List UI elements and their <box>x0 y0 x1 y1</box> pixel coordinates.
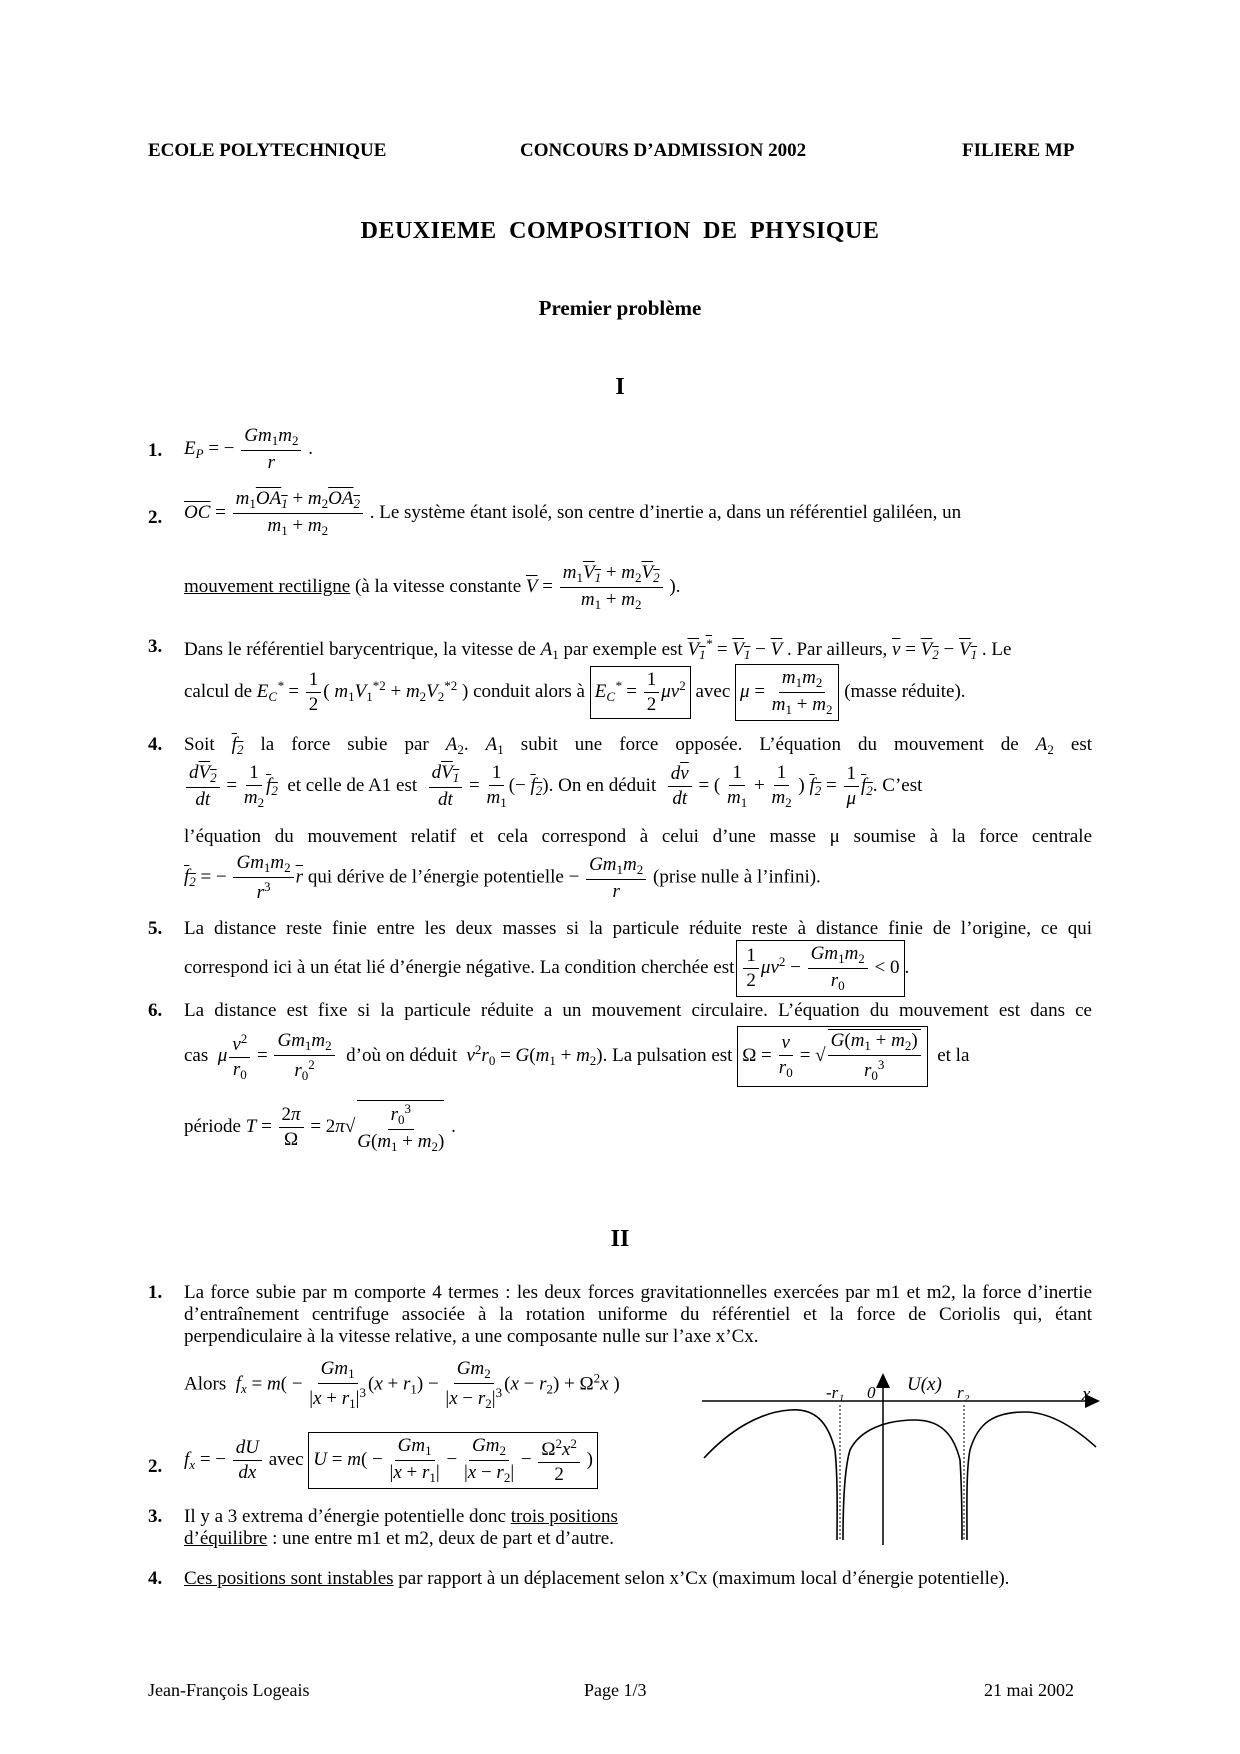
equation-pulsation: cas μ $\frac{v^2}{r_0}$ = $\frac{Gm_1m_2}{r_0^2}$ d’où on déduit $v^2r_0 = G(m_1 + m_2)$. La pulsation est Ω = $\frac{v}{r_0}$ = √ $\frac{G(m_1 + m_2)}{r_0^3}$ et la <box>184 1026 969 1087</box>
equation-bound-condition: correspond ici à un état lié d’énergie négative. La condition cherchée est $\frac{1}{2}$ $\mu v^2$ − $\frac{Gm_1m_2}{r_0}$ < 0 . <box>184 940 909 997</box>
text-forces-description: La force subie par m comporte 4 termes : les deux forces gravitationnelles exercées par m1 et m2, la force d’inertie d’entraînement centrifuge associée à la rotation uniforme du référentiel et la force de Coriolis qui, étant perpendiculaire à la vitesse relative, a une composante nulle sur l’axe x’Cx. <box>184 1282 1092 1347</box>
equation-constant-velocity: mouvement rectiligne (à la vitesse constante $\overline{V}$ = $\frac{m_1V_1 + m_2V_2}{m_1 + m_2}$ ). <box>184 562 681 612</box>
equation-center-of-mass: $\overline{OC}$ = $\frac{m_1OA_1 + m_2OA_2}{m_1 + m_2}$ . Le système étant isolé, son centre d’inertie a, dans un référentiel galiléen, un <box>184 488 962 538</box>
text-barycentric-velocity: Dans le référentiel barycentrique, la vitesse de $A_1$ par exemple est $V_1^* = V_1 - \overline{V}$ . Par ailleurs, $\overline{v} = V_2 - V_1$ . Le <box>184 636 1012 662</box>
y-axis-label: U(x) <box>907 1374 942 1395</box>
section-heading-I: I <box>615 374 625 400</box>
equation-potential-energy: $E_P$ = − $\frac{Gm_1m_2}{r}$ . <box>184 425 313 473</box>
header-contest: CONCOURS D’ADMISSION 2002 <box>520 140 807 161</box>
boxed-result-kinetic-energy: $E_C^*$ = $\frac{1}{2}$ $\mu v^2$ <box>590 666 691 719</box>
boxed-result-pulsation: Ω = $\frac{v}{r_0}$ = √ $\frac{G(m_1 + m_2)}{r_0^3}$ <box>737 1026 928 1087</box>
boxed-result-bound-condition: $\frac{1}{2}$ $\mu v^2$ − $\frac{Gm_1m_2}{r_0}$ < 0 <box>736 940 904 997</box>
tick-label-minus-r1: -r₁ <box>826 1383 845 1402</box>
equation-force-x: Alors $f_x = m$( − $\frac{Gm_1}{|x + r_1|^3}$ $(x + r_1)$ − $\frac{Gm_2}{|x - r_2|^3}$ $(x - r_2) + \Omega^2x$ ) <box>184 1358 620 1411</box>
problem-title: Premier problème <box>538 296 702 320</box>
item-number: 4. <box>148 1568 163 1589</box>
text-force-definition: Soit $f_2$ la force subie par $A_2$. $A_1$ subit une force opposée. L’équation du mouvement de $A_2$ est <box>184 734 1093 757</box>
x-axis-label: x <box>1082 1384 1091 1405</box>
footer-author: Jean-François Logeais <box>148 1680 310 1700</box>
potential-energy-figure <box>690 1350 1110 1550</box>
y-axis-arrow-icon <box>876 1373 890 1388</box>
section-heading-II: II <box>610 1226 630 1252</box>
tick-label-r2: r₂ <box>957 1383 970 1402</box>
equation-relative-motion: $\frac{dV_2}{dt}$ = $\frac{1}{m_2}$ $f_2$ et celle de A1 est $\frac{dV_1}{dt}$ = $\frac{1}{m_1}$ (− $f_2$). On en déduit $\frac{d\overline{v}}{dt}$ = ( $\frac{1}{m_1}$ + $\frac{1}{m_2}$ ) $f_2$ = $\frac{1}{\mu}$ $f_2$. C’est <box>184 762 1092 811</box>
footer-page-number: Page 1/3 <box>584 1680 647 1700</box>
text-circular-motion: La distance est fixe si la particule réduite a un mouvement circulaire. L’équation du mouvement est dans ce <box>184 1000 1092 1021</box>
item-number: 3. <box>148 1506 163 1527</box>
equation-central-force: $f_2$ = − $\frac{Gm_1m_2}{r^3}$ $\overline{r}$ qui dérive de l’énergie potentielle − $\frac{Gm_1m_2}{r}$ (prise nulle à l’infini). <box>184 852 821 903</box>
tick-label-zero: 0 <box>867 1383 876 1402</box>
item-number: 3. <box>148 636 163 657</box>
header-track: FILIERE MP <box>962 140 1075 161</box>
equation-potential-U: $f_x$ = − $\frac{dU}{dx}$ avec U = m( − $\frac{Gm_1}{|x + r_1|}$ − $\frac{Gm_2}{|x - r_2|}$ − $\frac{\Omega^2x^2}{2}$ ) <box>184 1432 598 1489</box>
equation-period: période T = $\frac{2\pi}{\Omega}$ = 2π√ $\frac{r_0^3}{G(m_1 + m_2)}$ . <box>184 1101 456 1154</box>
text-equilibrium-positions: Il y a 3 extrema d’énergie potentielle donc trois positions d’équilibre : une entre m1 et m2, deux de part et d’autre. <box>184 1506 618 1549</box>
item-number: 6. <box>148 1000 163 1021</box>
item-number: 4. <box>148 734 163 755</box>
text-relative-motion: l’équation du mouvement relatif et cela correspond à celui d’une masse μ soumise à la force centrale <box>184 826 1092 847</box>
header-school: ECOLE POLYTECHNIQUE <box>148 140 387 161</box>
equation-kinetic-energy: calcul de $E_C^*$ = $\frac{1}{2}$ ( $m_1V_1^{*2} + m_2V_2^{*2}$ ) conduit alors à $E_C^*$ = $\frac{1}{2}$ $\mu v^2$ avec μ = $\frac{m_1m_2}{m_1 + m_2}$ (masse réduite). <box>184 664 966 721</box>
footer-date: 21 mai 2002 <box>984 1680 1074 1700</box>
item-number: 2. <box>148 1456 163 1477</box>
item-number: 1. <box>148 1282 163 1303</box>
text-bound-state: La distance reste finie entre les deux masses si la particule réduite reste à distance finie de l’origine, ce qui <box>184 918 1092 939</box>
item-number: 2. <box>148 507 163 528</box>
boxed-result-potential-U: U = m( − $\frac{Gm_1}{|x + r_1|}$ − $\frac{Gm_2}{|x - r_2|}$ − $\frac{\Omega^2x^2}{2}$ ) <box>308 1432 598 1489</box>
item-number: 5. <box>148 918 163 939</box>
boxed-result-reduced-mass: μ = $\frac{m_1m_2}{m_1 + m_2}$ <box>735 664 839 721</box>
text-instability: Ces positions sont instables par rapport à un déplacement selon x’Cx (maximum local d’énergie potentielle). <box>184 1568 1010 1589</box>
document-title: DEUXIEME COMPOSITION DE PHYSIQUE <box>360 218 880 244</box>
item-number: 1. <box>148 440 163 461</box>
